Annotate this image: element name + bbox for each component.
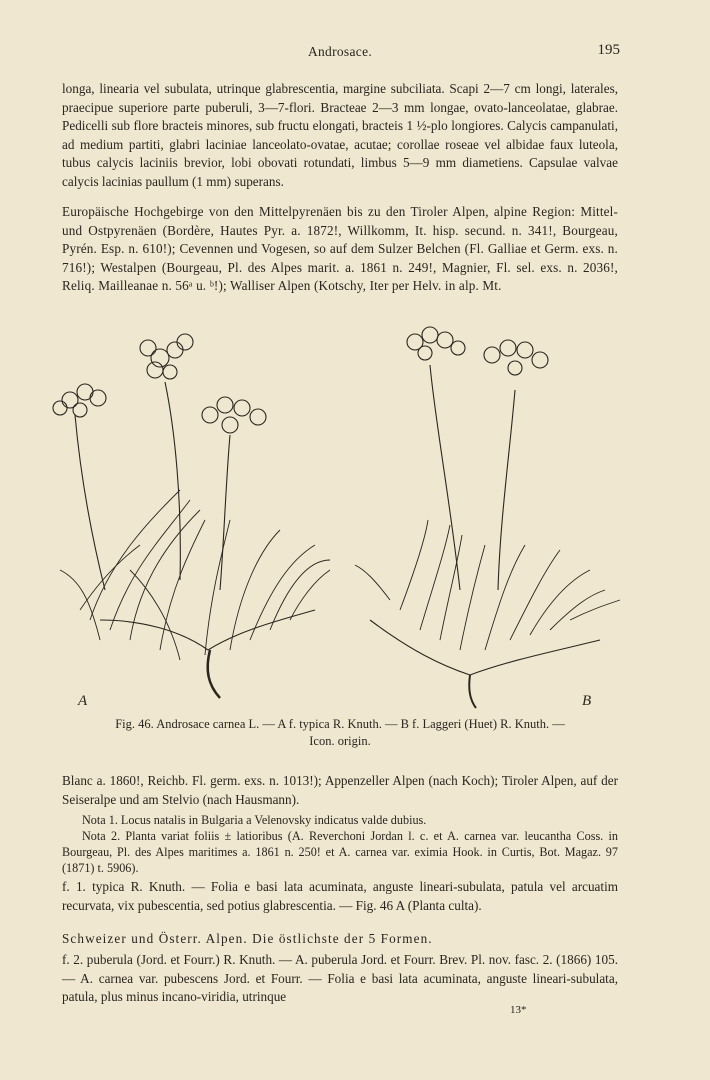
botanical-figure — [30, 320, 650, 715]
figure-caption — [62, 716, 618, 750]
form-typica-distribution: Schweizer und Österr. Alpen. Die östlichste der 5 Formen. — [62, 931, 433, 946]
plant-a-drawing — [53, 334, 330, 698]
caption-line-2: Icon. origin. — [309, 734, 371, 748]
figure-label-a: A — [78, 693, 88, 709]
androsace-illustration — [30, 320, 650, 715]
distribution-continued: Blanc a. 1860!, Reichb. Fl. germ. exs. n. 1013!); Appenzeller Alpen (nach Koch); Tiroler Alpen, auf der Seiseralpe und am Stelvio (nach Hausmann). — [62, 773, 618, 807]
form-puberula-paragraph: f. 2. puberula (Jord. et Fourr.) R. Knuth. — A. puberula Jord. et Fourr. Brev. Pl. nov. fasc. 2. (1866) 105. — A. carnea var. pubescens Jord. et Fourr. — Folia e basi lata acuminata, anguste lineari-subulata, patula, plus minus incano-viridia, utrinque — [62, 952, 618, 1004]
form-typica-paragraph: f. 1. typica R. Knuth. — Folia e basi lata acuminata, anguste lineari-subulata, patula vel arcuatim recurvata, vix pubescentia, sed potius glabrescentia. — Fig. 46 A (Planta culta). — [62, 879, 618, 913]
description-paragraph: longa, linearia vel subulata, utrinque glabrescentia, margine subciliata. Scapi 2—7 cm longi, laterales, praecipue superiore parte puberuli, 3—7-flori. Bracteae 2—3 mm longae, ovato-lanceolatae, glabrae. Pedicelli sub flore bracteis minores, sub fructu elongati, bracteis 1 ½-plo longiores. Calycis campanulati, ad medium partiti, glabri laciniae lanceolato-ovatae, acutae; corollae roseae vel albidae faux luteola, tubus calycis laciniis brevior, lobi obovati rotundati, limbus 5—9 mm diametiens. Capsulae valvae calycis lacinias paullum (1 mm) superans. — [62, 81, 618, 189]
caption-line-1: Fig. 46. Androsace carnea L. — A f. typica R. Knuth. — B f. Laggeri (Huet) R. Knuth. — — [115, 717, 565, 731]
plant-b-drawing — [355, 327, 620, 708]
distribution-paragraph: Europäische Hochgebirge von den Mittelpyrenäen bis zu den Tiroler Alpen, alpine Region: Mittel- und Ostpyrenäen (Bordère, Hautes Pyr. a. 1872!, Willkomm, It. hisp. secund. n. 341!, Bourgeau, Pyrén. Esp. n. 610!); Cevennen und Vogesen, so auf dem Sulzer Belchen (Fl. Galliae et Germ. exs. n. 716!); Westalpen (Bourgeau, Pl. des Alpes marit. a. 1861 n. 249!, Magnier, Fl. sel. exs. n. 2036!, Reliq. Mailleanae n. 56ᵃ u. ᵇ!); Walliser Alpen (Kotschy, Iter per Helv. in alp. Mt. — [62, 204, 618, 293]
signature-mark: 13* — [510, 1004, 527, 1016]
running-title: Androsace. — [307, 44, 373, 59]
page-number: 195 — [597, 42, 620, 58]
nota-1: Nota 1. Locus natalis in Bulgaria a Velenovsky indicatus valde dubius. — [82, 813, 427, 827]
nota-2: Nota 2. Planta variat foliis ± latioribus (A. Reverchoni Jordan l. c. et A. carnea var. leucantha Coss. in Bourgeau, Pl. des Alpes maritimes a. 1861 n. 250! et A. carnea var. eximia Hook. in Curtis, Bot. Magaz. 97 (1871) t. 5906). — [62, 829, 618, 875]
figure-label-b: B — [582, 693, 592, 709]
